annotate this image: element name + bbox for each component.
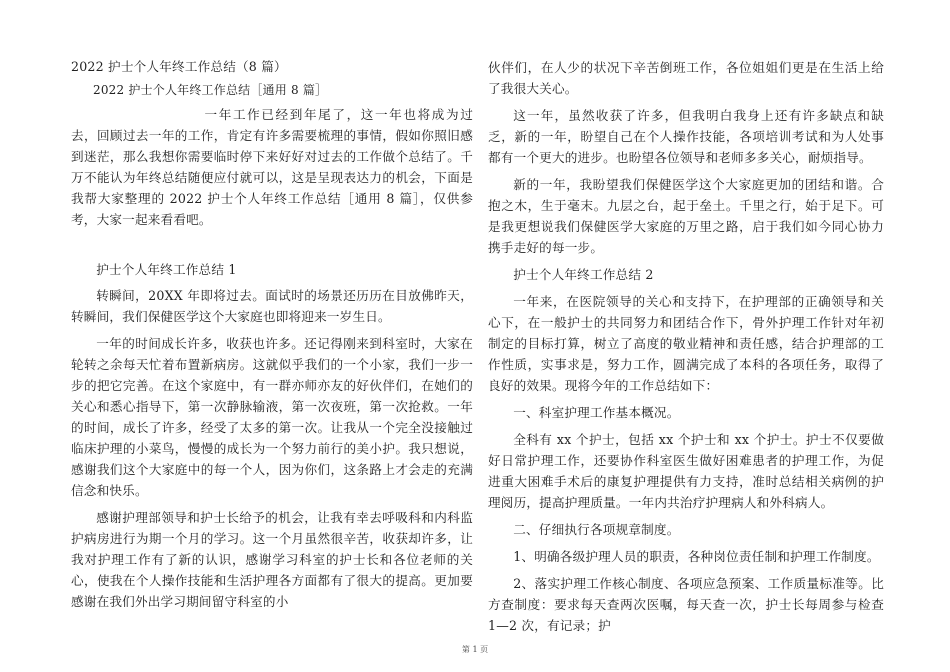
list-item: 2、落实护理工作核心制度、各项应急预案、工作质量标准等。比方查制度：要求每天查两次医嘱，每天查一次，护士长每周参与检查 1—2 次，有记录；护: [488, 576, 884, 633]
paragraph: 一年来，在医院领导的关心和支持下，在护理部的正确领导和关心下，在一般护士的共同努力和团结合作下，骨外护理工作针对年初制定的目标打算，树立了高度的敬业精神和责任感，结合护理部的工作性质，实事求是，努力工作，圆满完成了本科的各项任务，取得了良好的效果。现将今年的工作总结如下：: [488, 294, 884, 393]
page-number: 第 1 页: [461, 645, 489, 654]
section-heading: 护士个人年终工作总结 2: [513, 267, 654, 282]
paragraph: 转瞬间，20XX 年即将过去。面试时的场景还历历在目放佛昨天，转瞬间，我们保健医学这个大家庭也即将迎来一岁生日。: [71, 288, 473, 324]
document-title: 2022 护士个人年终工作总结（8 篇）: [71, 59, 287, 74]
subsection-heading: 二、仔细执行各项规章制度。: [513, 522, 680, 537]
intro-paragraph: 一年工作已经到年尾了，这一年也将成为过去，回顾过去一年的工作，肯定有许多需要梳理的事情，假如你照旧感到迷茫，那么我想你需要临时停下来好好对过去的工作做个总结了。千万不能认为年终总结随便应付就可以，这是呈现表达力的机会，下面是我帮大家整理的 2022 护士个人年终工作总结［通用 8 篇］，仅供参考，大家一起来看看吧。: [71, 107, 473, 227]
continued-block: [488, 57, 884, 636]
paragraph: 感谢护理部领导和护士长给予的机会，让我有幸去呼吸科和内科监护病房进行为期一个月的学习。这一个月虽然很辛苦，收获却许多，让我对护理工作有了新的认识，感谢学习科室的护士长和各位老师的关心，使我在个人操作技能和生活护理各方面都有了很大的提高。更加要感谢在我们外出学习期间留守科室的小: [71, 510, 473, 609]
subsection-heading: 一、科室护理工作基本概况。: [513, 405, 680, 420]
paragraph: 新的一年，我盼望我们保健医学这个大家庭更加的团结和谐。合抱之木，生于毫末。九层之台，起于垒土。千里之行，始于足下。可是我更想说我们保健医学大家庭的万里之路，启于我们如今同心协力携手走好的每一步。: [488, 177, 884, 255]
section-1: [71, 259, 473, 612]
paragraph: 全科有 xx 个护士，包括 xx 个护士和 xx 个护士。护士不仅要做好日常护理工作，还要协作科室医生做好困难患者的护理工作，为促进重大困难手术后的康复护理提供有力支持，准时总结相关病例的护理阅历，提高护理质量。一年内共治疗护理病人和外科病人。: [488, 432, 884, 510]
document-subtitle: 2022 护士个人年终工作总结［通用 8 篇］: [93, 83, 328, 97]
list-item: 1、明确各级护理人员的职责，各种岗位责任制和护理工作制度。: [513, 549, 880, 564]
paragraph: 这一年，虽然收获了许多，但我明白我身上还有许多缺点和缺乏，新的一年，盼望自己在个人操作技能，各项培训考试和为人处事都有一个更大的进步。也盼望各位领导和老师多多关心，耐烦指导。: [488, 108, 884, 165]
paragraph: 一年的时间成长许多，收获也许多。还记得刚来到科室时，大家在轮转之余每天忙着布置新病房。这就似乎我们的一个小家，我们一步一步的把它完善。在这个家庭中，有一群亦师亦友的好伙伴们，在她们的关心和悉心指导下，第一次静脉输液，第一次夜班，第一次抢救。一年的时间，成长了许多，经受了太多的第一次。让我从一个完全没接触过临床护理的小菜鸟，慢慢的成长为一个努力前行的美小护。我只想说，感谢我们这个大家庭中的每一个人，因为你们，这条路上才会走的充满信念和快乐。: [71, 336, 473, 498]
intro-block: [71, 104, 473, 230]
paragraph: 伙伴们，在人少的状况下辛苦倒班工作，各位姐姐们更是在生活上给了我很大关心。: [488, 60, 884, 96]
section-heading: 护士个人年终工作总结 1: [96, 262, 237, 277]
